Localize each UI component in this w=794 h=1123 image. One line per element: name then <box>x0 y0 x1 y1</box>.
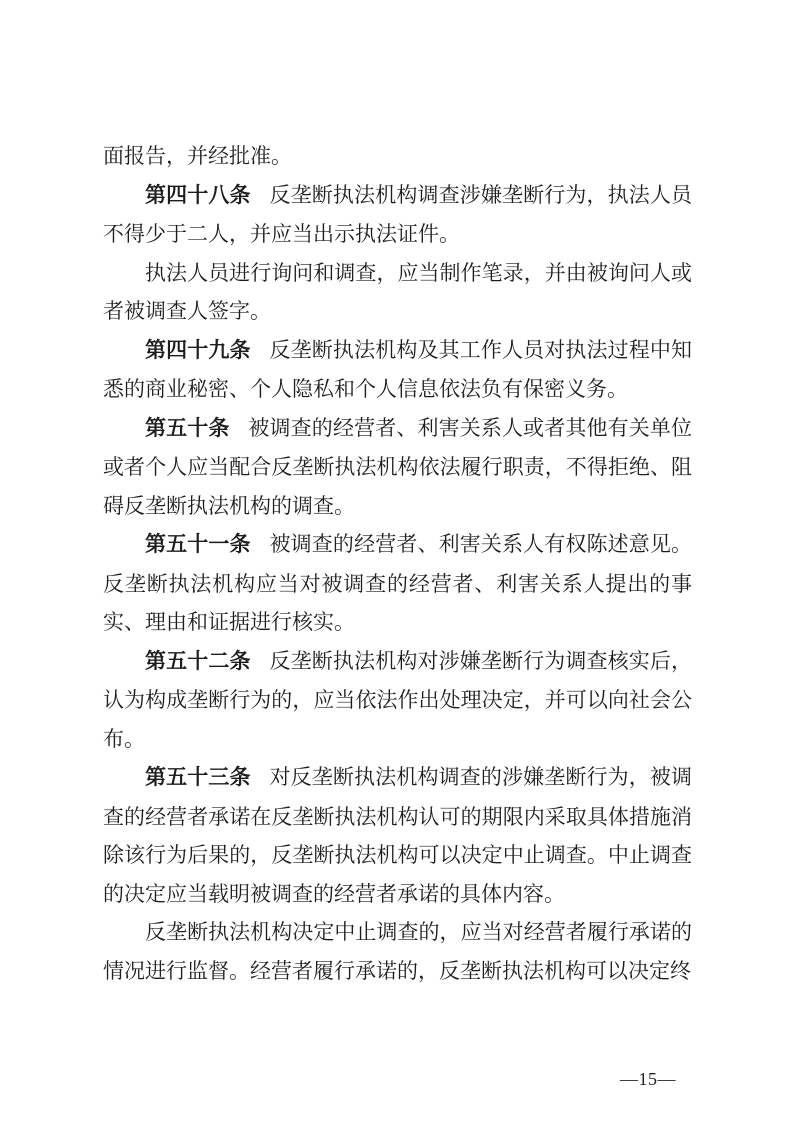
article-number: 第五十二条 <box>145 649 251 673</box>
paragraph-text: 反垄断执法机构对涉嫌垄断行为调查核实后，认为构成垄断行为的，应当依法作出处理决定，并可以向社会公布。 <box>103 648 693 751</box>
article-number: 第五十三条 <box>145 766 251 789</box>
paragraph-article-48-clause-2 <box>103 254 692 331</box>
paragraph-text: 对反垄断执法机构调查的涉嫌垄断行为，被调查的经营者承诺在反垄断执法机构认可的期限内采取具体措施消除该行为后果的，反垄断执法机构可以决定中止调查。中止调查的决定应当载明被调查的经营者承诺的具体内容。 <box>103 765 693 906</box>
paragraph-text: 被调查的经营者、利害关系人有权陈述意见。反垄断执法机构应当对被调查的经营者、利害关系人提出的事实、理由和证据进行核实。 <box>103 532 693 634</box>
paragraph-article-51 <box>103 525 692 642</box>
paragraph-text: 反垄断执法机构调查涉嫌垄断行为，执法人员不得少于二人，并应当出示执法证件。 <box>103 182 693 246</box>
paragraph-article-53 <box>103 758 692 913</box>
paragraph-article-53-clause-2 <box>103 913 692 990</box>
document-body <box>103 137 692 990</box>
article-number: 第五十一条 <box>145 533 251 556</box>
article-number: 第五十条 <box>145 416 230 440</box>
paragraph-text: 执法人员进行询问和调查，应当制作笔录，并由被询问人或者被调查人签字。 <box>103 260 692 323</box>
paragraph-article-50 <box>103 409 692 526</box>
paragraph-article-48 <box>103 176 692 254</box>
article-number: 第四十八条 <box>145 183 251 207</box>
article-number: 第四十九条 <box>145 338 251 362</box>
paragraph-text: 反垄断执法机构决定中止调查的，应当对经营者履行承诺的情况进行监督。经营者履行承诺的，反垄断执法机构可以决定终 <box>103 920 692 983</box>
paragraph-text: 反垄断执法机构及其工作人员对执法过程中知悉的商业秘密、个人隐私和个人信息依法负有保密义务。 <box>103 337 693 401</box>
paragraph-article-49 <box>103 331 692 409</box>
paragraph-article-52 <box>103 642 692 759</box>
paragraph-text: 面报告，并经批准。 <box>103 144 292 168</box>
page-number: —15— <box>620 1069 676 1089</box>
paragraph-continuation <box>103 137 692 176</box>
paragraph-text: 被调查的经营者、利害关系人或者其他有关单位或者个人应当配合反垄断执法机构依法履行职责，不得拒绝、阻碍反垄断执法机构的调查。 <box>103 415 693 518</box>
